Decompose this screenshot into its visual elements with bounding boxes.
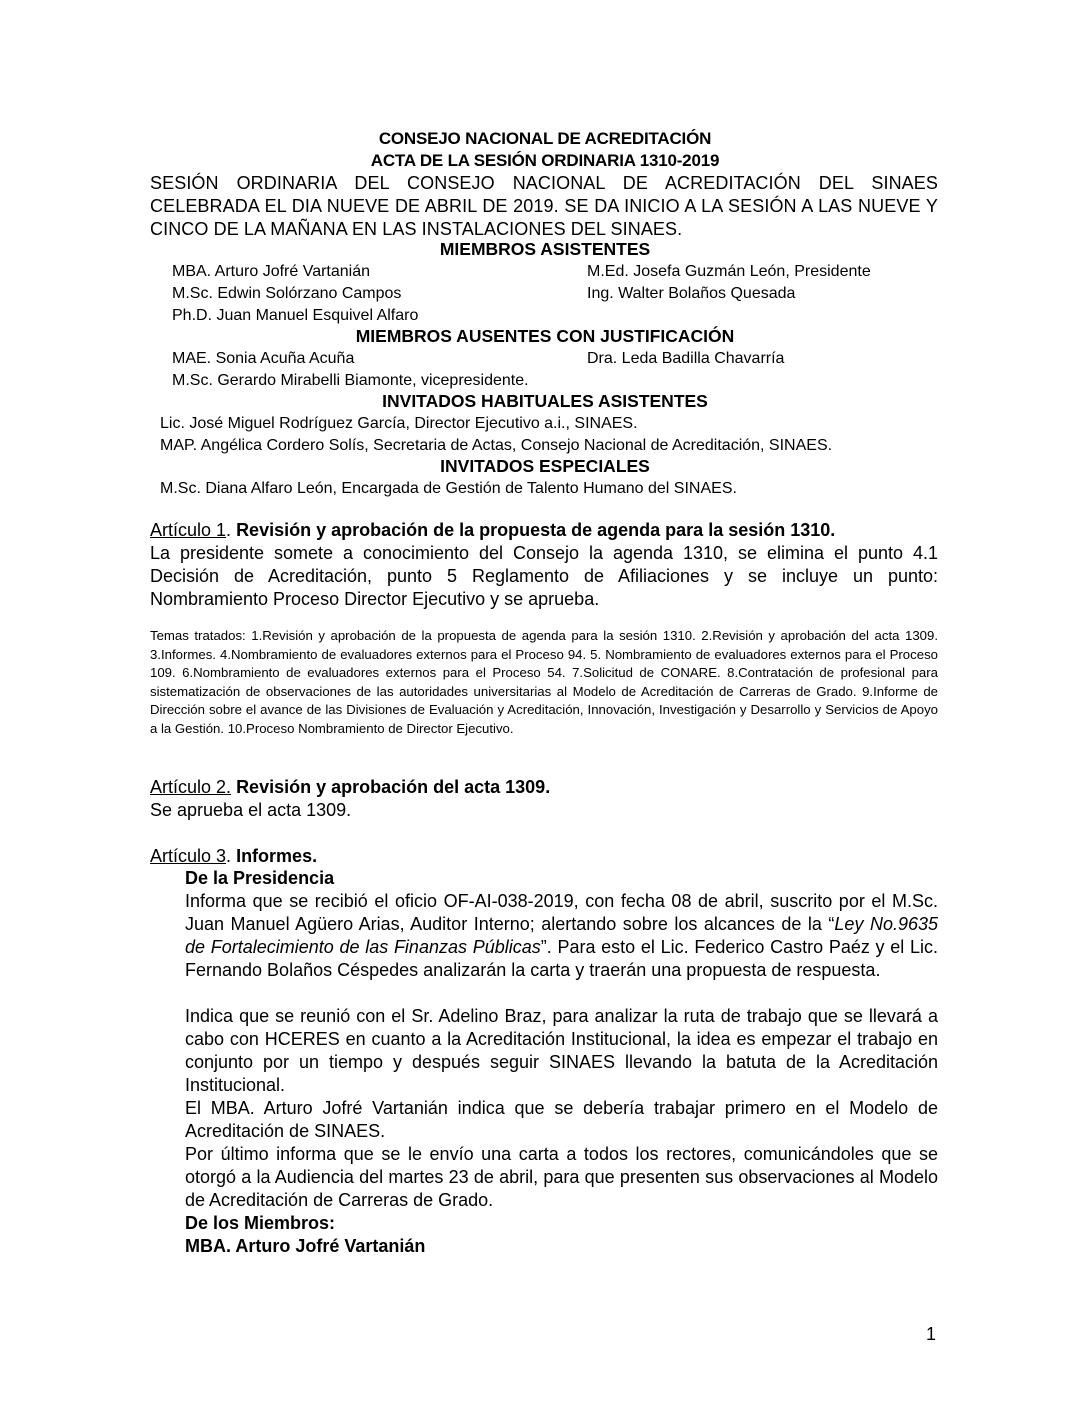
- absent-heading: MIEMBROS AUSENTES CON JUSTIFICACIÓN: [355, 326, 735, 346]
- guest-line: M.Sc. Diana Alfaro León, Encargada de Gestión de Talento Humano del SINAES.: [160, 480, 737, 497]
- member-name: MBA. Arturo Jofré Vartanián: [185, 1236, 426, 1256]
- attendee-name: Ph.D. Juan Manuel Esquivel Alfaro: [172, 307, 419, 324]
- council-name: CONSEJO NACIONAL DE ACREDITACIÓN: [378, 129, 712, 148]
- article-2-body: Se aprueba el acta 1309.: [150, 800, 352, 820]
- document-title: [150, 128, 940, 172]
- presidency-paragraph-3: El MBA. Arturo Jofré Vartanián indica que se debería trabajar primero en el Modelo de Acreditación de SINAES.: [185, 1098, 938, 1141]
- law-title: Ley No.9635 de Fortalecimiento de las Finanzas Públicas: [185, 914, 939, 957]
- habitual-guests-heading: INVITADOS HABITUALES ASISTENTES: [382, 391, 708, 411]
- page-number: 1: [926, 1324, 937, 1344]
- article-1-body: La presidente somete a conocimiento del Consejo la agenda 1310, se elimina el punto 4.1 Decisión de Acreditación, punto 5 Reglamento de Afiliaciones y se incluye un punto: Nombramiento Proceso Director Ejecutivo y se aprueba.: [150, 543, 938, 609]
- absent-member-name: Dra. Leda Badilla Chavarría: [587, 350, 785, 367]
- absent-member-name: MAE. Sonia Acuña Acuña: [172, 350, 355, 367]
- topics-list: Temas tratados: 1.Revisión y aprobación de la propuesta de agenda para la sesión 1310. 2.Revisión y aprobación del acta 1309. 3.Informes. 4.Nombramiento de evaluadores externos para el Proceso 94. 5. Nombramiento de evaluadores externos para el Proceso 109. 6.Nombramiento de evaluadores externos para el Proceso 54. 7.Solicitud de CONARE. 8.Contratación de profesional para sistematización de observaciones de las autoridades universitarias al Modelo de Acreditación de Carreras de Grado. 9.Informe de Dirección sobre el avance de las Divisiones de Evaluación y Acreditación, Innovación, Investigación y Desarrollo y Servicios de Apoyo a la Gestión. 10.Proceso Nombramiento de Director Ejecutivo.: [150, 628, 938, 736]
- presidency-paragraph-1: [185, 890, 938, 982]
- presidency-paragraph-4: Por último informa que se le envío una carta a todos los rectores, comunicándoles que se otorgó a la Audiencia del martes 23 de abril, para que presenten sus observaciones al Modelo de Acreditación de Carreras de Grado.: [185, 1144, 938, 1210]
- article-title: Informes.: [236, 846, 318, 866]
- session-title: ACTA DE LA SESIÓN ORDINARIA 1310-2019: [370, 151, 720, 170]
- article-label: Artículo 2.: [150, 777, 232, 797]
- presidency-heading: De la Presidencia: [185, 868, 335, 888]
- presidency-paragraph-2: Indica que se reunió con el Sr. Adelino Braz, para analizar la ruta de trabajo que se llevará a cabo con HCERES en cuanto a la Acreditación Institucional, la idea es empezar el trabajo en conjunto por un tiempo y después seguir SINAES llevando la batuta de la Acreditación Institucional.: [185, 1006, 938, 1095]
- paragraph-text: Informa que se recibió el oficio OF-AI-038-2019, con fecha 08 de abril, suscrito por el M.Sc. Juan Manuel Agüero Arias, Auditor Interno; alertando sobre los alcances de la “: [185, 891, 938, 934]
- article-label: Artículo 3: [150, 846, 227, 866]
- article-title: Revisión y aprobación del acta 1309.: [236, 777, 551, 797]
- article-3-heading: Artículo 3. Informes.: [150, 846, 318, 866]
- article-label: Artículo 1: [150, 520, 227, 540]
- attendee-name: M.Ed. Josefa Guzmán León, Presidente: [587, 263, 871, 280]
- article-title: Revisión y aprobación de la propuesta de agenda para la sesión 1310.: [236, 520, 836, 540]
- article-1-heading: Artículo 1. Revisión y aprobación de la propuesta de agenda para la sesión 1310.: [150, 520, 836, 540]
- attendees-heading: MIEMBROS ASISTENTES: [439, 239, 651, 259]
- guest-line: Lic. José Miguel Rodríguez García, Director Ejecutivo a.i., SINAES.: [160, 415, 638, 432]
- attendee-name: M.Sc. Edwin Solórzano Campos: [172, 285, 402, 302]
- paragraph-text: ”. Para esto el Lic. Federico Castro Paéz y el Lic. Fernando Bolaños Céspedes analizarán la carta y traerán una propuesta de respuesta.: [185, 937, 938, 980]
- attendee-name: MBA. Arturo Jofré Vartanián: [172, 263, 371, 280]
- members-heading: De los Miembros:: [185, 1213, 336, 1233]
- special-guests-heading: INVITADOS ESPECIALES: [440, 456, 650, 476]
- guest-line: MAP. Angélica Cordero Solís, Secretaria de Actas, Consejo Nacional de Acreditación, SINAES.: [160, 437, 833, 454]
- article-2-heading: [150, 776, 550, 799]
- attendee-name: Ing. Walter Bolaños Quesada: [587, 285, 796, 302]
- absent-member-name: M.Sc. Gerardo Mirabelli Biamonte, vicepresidente.: [172, 372, 529, 389]
- session-intro: SESIÓN ORDINARIA DEL CONSEJO NACIONAL DE ACREDITACIÓN DEL SINAES CELEBRADA EL DIA NUEVE DE ABRIL DE 2019. SE DA INICIO A LA SESIÓN A LAS NUEVE Y CINCO DE LA MAÑANA EN LAS INSTALACIONES DEL SINAES.: [150, 173, 938, 239]
